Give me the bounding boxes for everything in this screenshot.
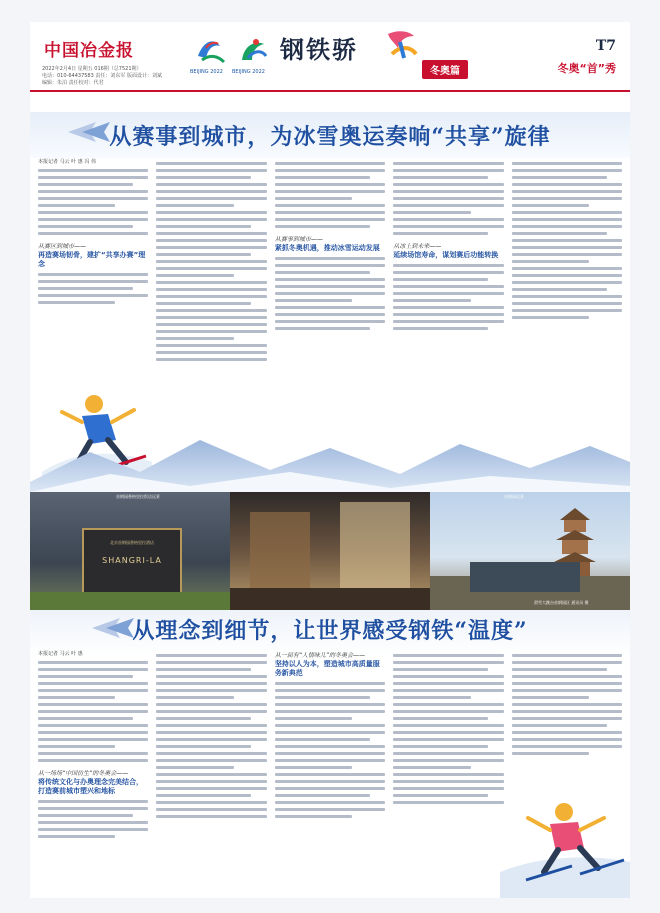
hotel-sign-photo <box>30 492 230 610</box>
hotel-sign-brand: SHANGRI-LA <box>102 556 162 565</box>
subhead-kicker: 从赛区到城市—— <box>38 243 87 250</box>
article-column <box>512 158 622 438</box>
article-column <box>275 158 385 438</box>
headline-top: 从赛事到城市，为冰雪奥运奏响“共享”旋律 <box>109 124 551 150</box>
subhead-kicker: 从赛事到城市—— <box>274 236 323 243</box>
masthead <box>30 22 630 92</box>
subhead-kicker: 从冰上到未来—— <box>393 243 442 250</box>
newspaper-page <box>30 22 630 898</box>
subhead: 延续场馆寿命，谋划赛后功能转换 <box>393 251 499 259</box>
article-column <box>275 650 385 890</box>
paper-logo: 中国冶金报 <box>44 41 134 61</box>
article-column <box>38 650 148 890</box>
issue-meta-line: 电话：010-64437583 责任：刘东军 版面设计：刘斌 <box>42 73 162 79</box>
mountain-background-icon <box>30 422 630 502</box>
section-title: 钢铁骄 <box>280 35 358 64</box>
photo-caption: 首钢园香格里拉饭店远景 <box>116 494 160 499</box>
section-ribbon: 冬奥篇 <box>422 60 468 79</box>
tower-photo <box>430 492 630 610</box>
article-byline: 本报记者 马云 叶 惠 <box>38 651 83 657</box>
photo-caption: 滑雪大跳台首钢园区 通讯员 摄 <box>534 600 589 605</box>
olympic-emblems <box>190 32 274 80</box>
interior-photo <box>230 492 430 610</box>
emblem-label: BEIJING 2022 <box>190 69 223 75</box>
photo-caption: 首钢园远景 <box>504 494 524 499</box>
subhead: 紧抓冬奥机遇，推动冰雪运动发展 <box>274 244 380 252</box>
page-number: T7 <box>595 38 616 54</box>
subhead: 坚持以人为本，塑造城市高质量服务新典范 <box>274 660 380 677</box>
paralympic-emblem-icon <box>234 34 270 68</box>
column-name: 冬奥“首”秀 <box>557 62 616 75</box>
article-column <box>393 650 503 890</box>
olympic-character-ao-icon <box>382 28 420 62</box>
issue-meta <box>42 66 162 87</box>
hotel-sign-text: 北京首钢园香格里拉酒店 <box>110 540 154 545</box>
subhead: 将传统文化与办奥理念完美结合，打造赛前城市塑兴和地标 <box>38 778 143 795</box>
article-column <box>156 158 266 438</box>
skier-illustration-icon <box>500 792 630 898</box>
article-column <box>156 650 266 890</box>
olympic-emblem-icon <box>192 34 228 68</box>
issue-meta-line: 编辑：朱泊 责任校对：代君 <box>42 80 104 86</box>
issue-meta-line: 2022年2月4日 星期五 016期（总7521期） <box>42 66 142 72</box>
subhead: 再造赛场韧骨，建扩“共享办赛”理念 <box>38 251 146 268</box>
subhead-kicker: 从一场场“中国仿生”的冬奥会—— <box>38 770 129 777</box>
hotel-sign <box>82 528 182 594</box>
article-byline: 本报记者 马云 叶 惠 冯 伟 <box>38 159 96 165</box>
photo-strip <box>30 492 630 610</box>
article-column <box>393 158 503 438</box>
subhead-kicker: 从一届有“人情味儿”的冬奥会—— <box>274 652 366 659</box>
headline-bottom: 从理念到细节，让世界感受钢铁“温度” <box>132 618 528 644</box>
emblem-label: BEIJING 2022 <box>232 69 265 75</box>
